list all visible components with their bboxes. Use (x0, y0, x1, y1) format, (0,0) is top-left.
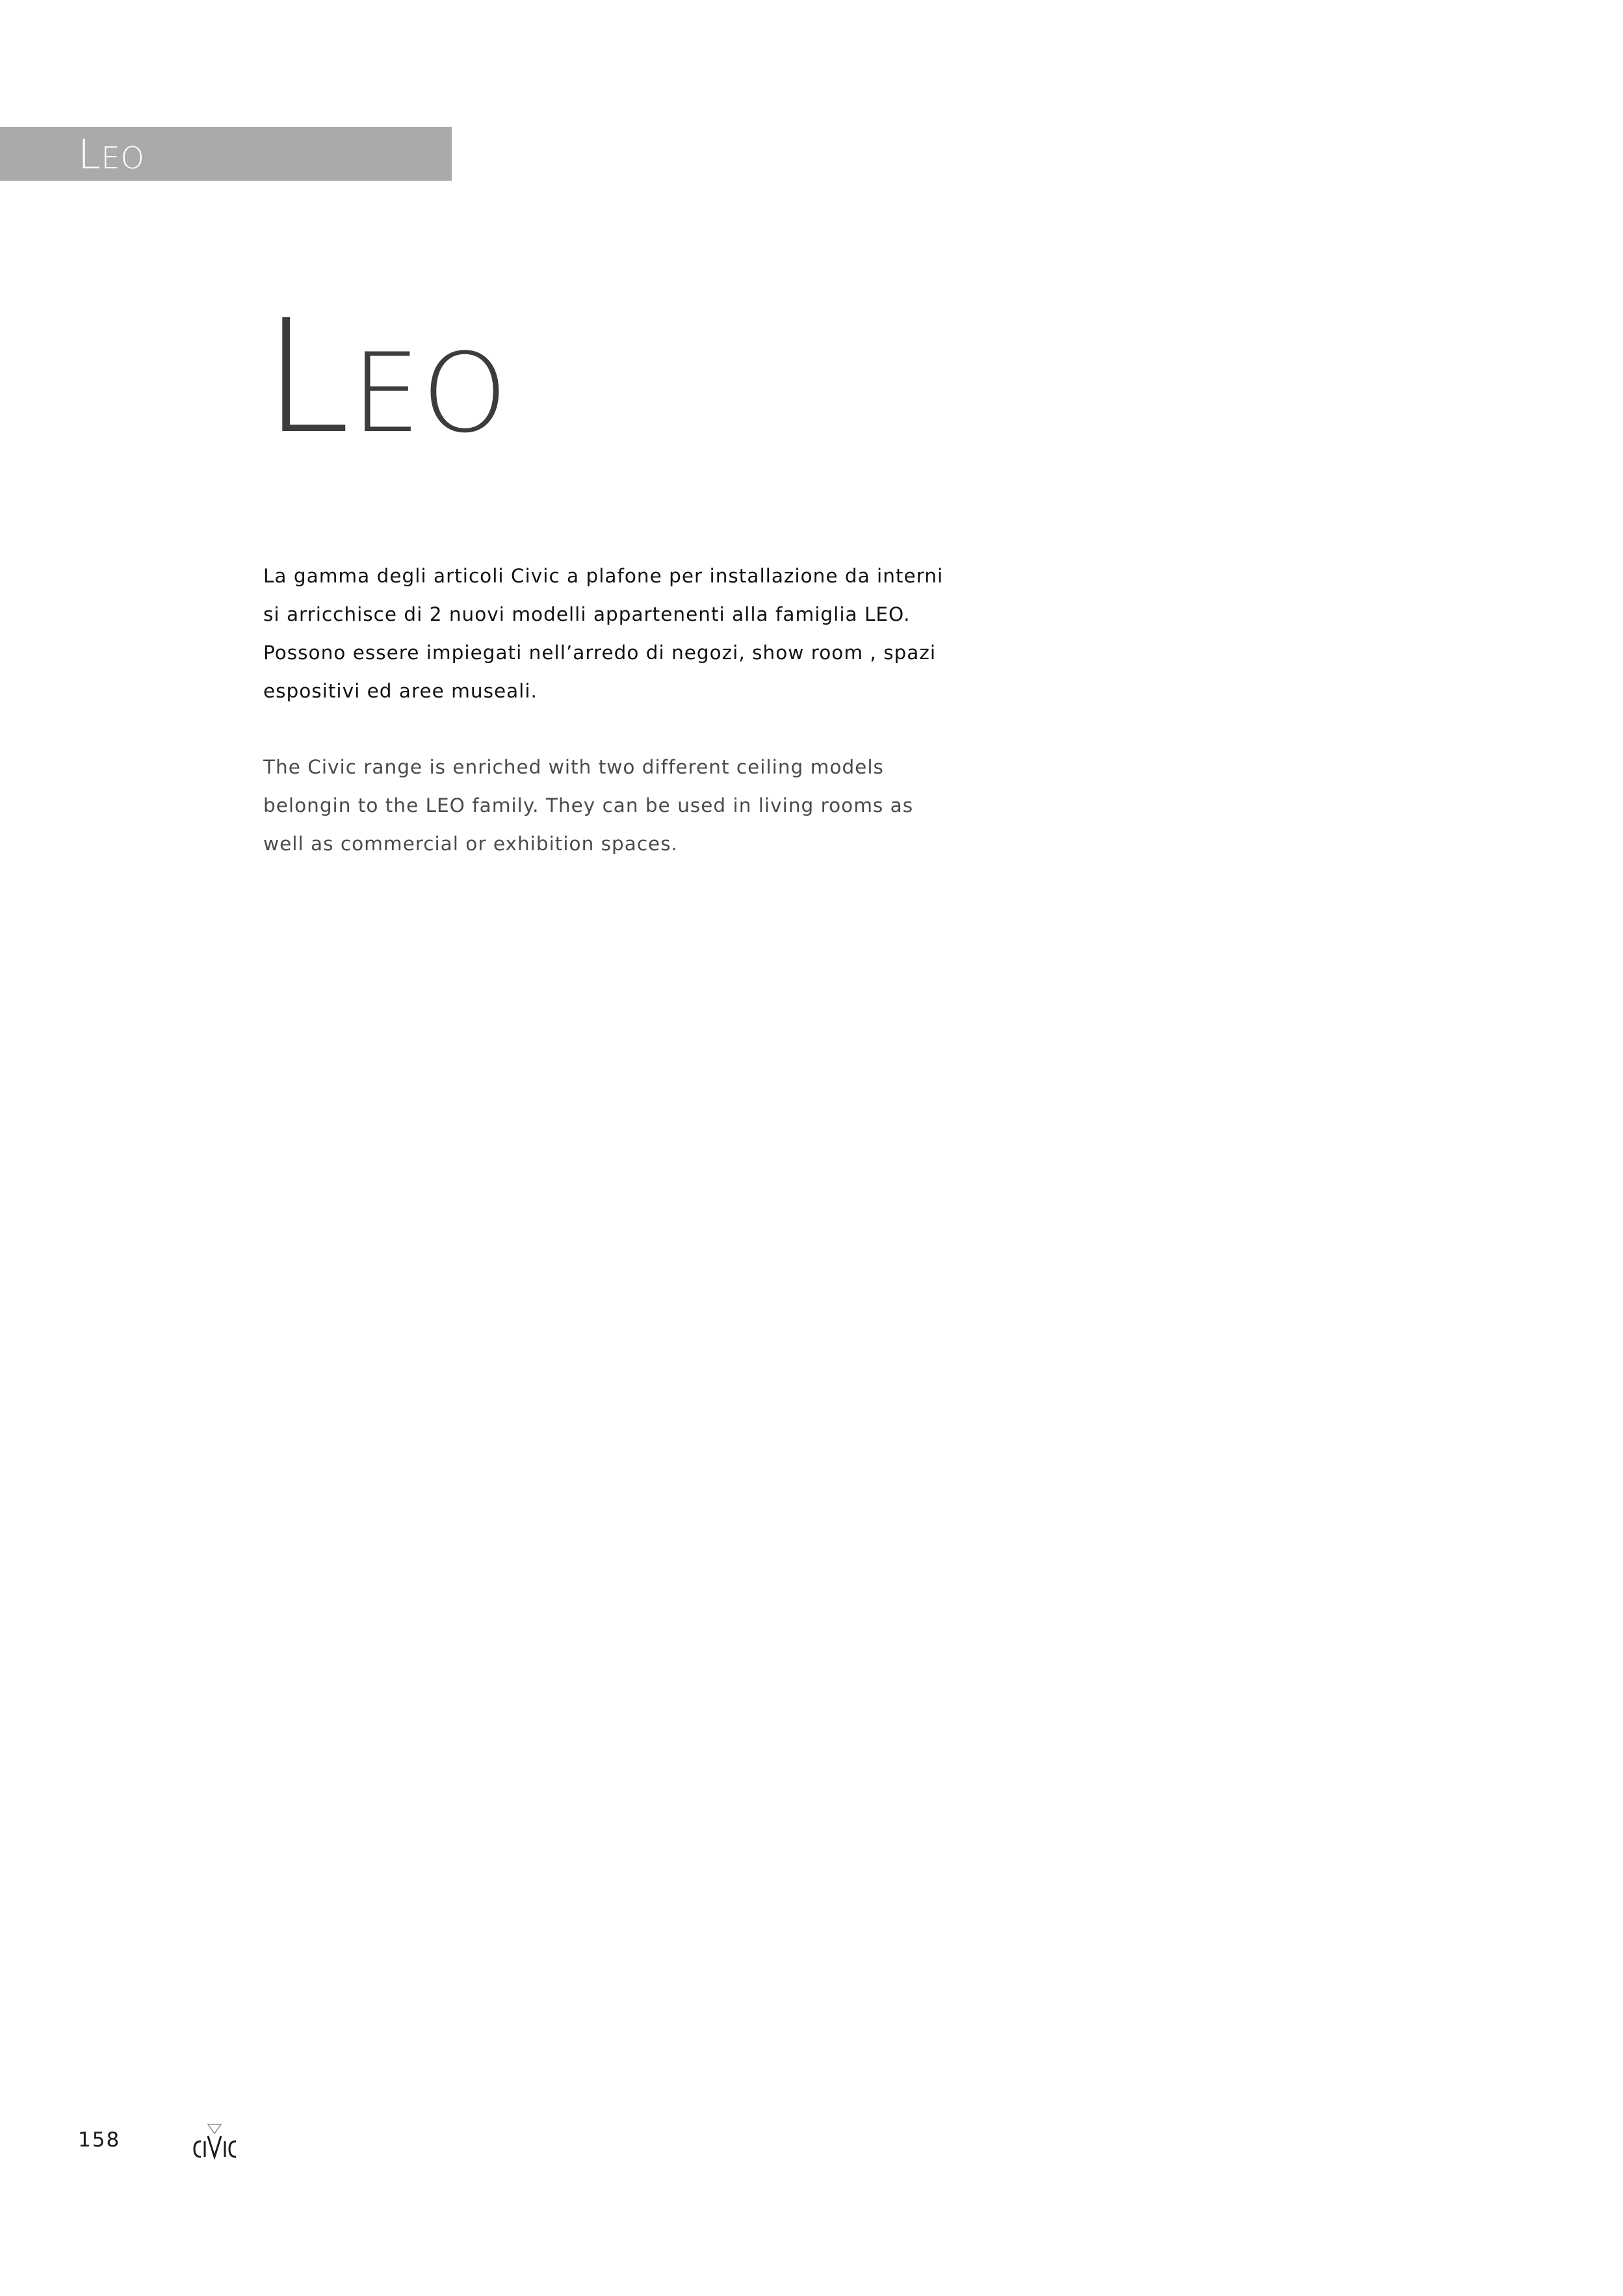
description-italian (263, 557, 944, 711)
section-header-label (78, 132, 145, 181)
description-italian-line: espositivi ed aree museali. (263, 680, 538, 702)
page-number: 158 (78, 2128, 121, 2152)
page-title-initial: L (263, 286, 352, 468)
page-title (263, 286, 510, 478)
description-italian-line: Possono essere impiegati nell’arredo di negozi, show room , spazi (263, 642, 937, 664)
description-english (263, 748, 939, 863)
civic-logo-icon (192, 2123, 244, 2159)
description-italian-line: La gamma degli articoli Civic a plafone per installazione da interni (263, 565, 944, 587)
section-header-band (0, 127, 452, 181)
description-english-line: The Civic range is enriched with two different ceiling models (263, 756, 884, 778)
section-header-rest: EO (101, 140, 145, 176)
page-title-rest: EO (351, 330, 510, 457)
description-english-line: belongin to the LEO family. They can be used in living rooms as (263, 794, 914, 816)
description-english-line: well as commercial or exhibition spaces. (263, 833, 678, 855)
section-header-initial: L (78, 131, 101, 178)
description-italian-line: si arricchisce di 2 nuovi modelli appartenenti alla famiglia LEO. (263, 603, 911, 625)
